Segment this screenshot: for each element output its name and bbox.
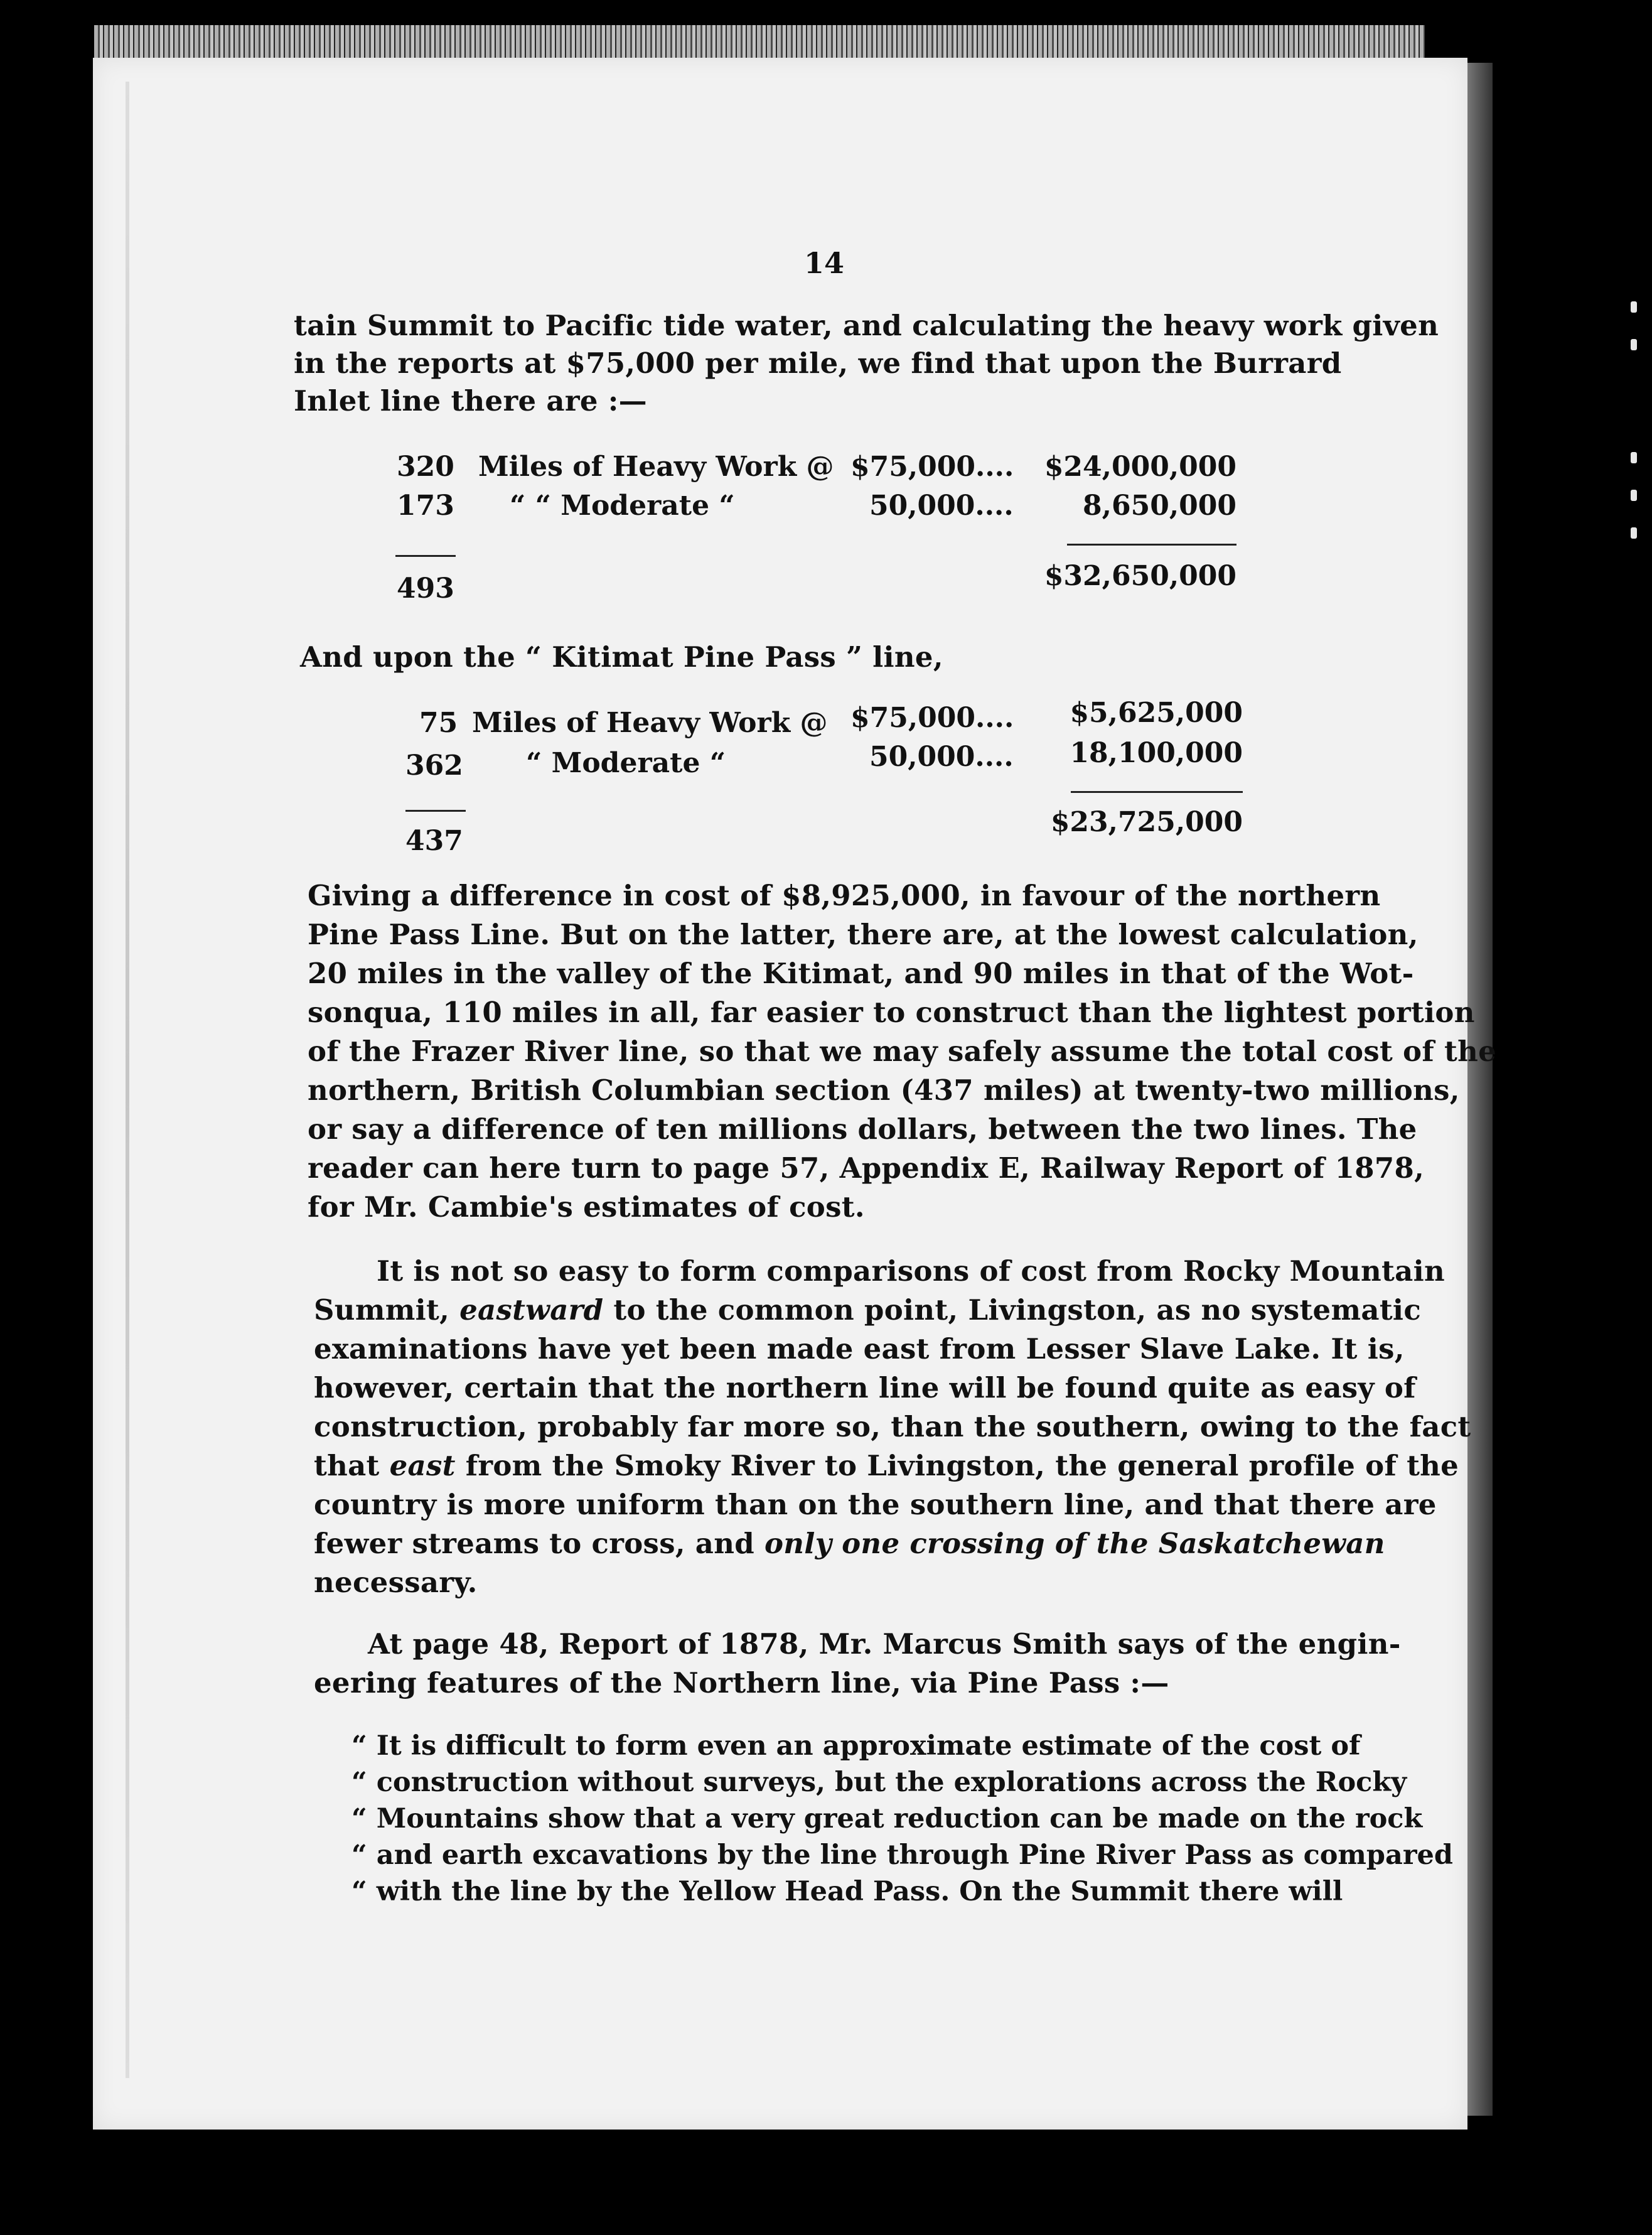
kitimat-sum-total: $23,725,000 <box>1050 806 1243 838</box>
burrard-total-sum-rule <box>1067 544 1236 546</box>
para1-line-2: Pine Pass Line. But on the latter, there are, at the lowest calculation, <box>308 918 1419 951</box>
burrard-row-1-total: $24,000,000 <box>1044 451 1236 483</box>
para2-line-6-italic: east <box>389 1449 456 1482</box>
para2-line-8-pre: fewer streams to cross, and <box>314 1527 764 1560</box>
page-gutter-shadow <box>1467 63 1493 2116</box>
edge-mark <box>1631 452 1637 463</box>
burrard-miles-sum-rule <box>395 555 456 557</box>
para2-line-3: examinations have yet been made east from Lesser Slave Lake. It is, <box>314 1332 1405 1365</box>
edge-mark <box>1631 301 1637 313</box>
para2-line-2-post: to the common point, Livingston, as no systematic <box>603 1293 1422 1327</box>
para2-line-1: It is not so easy to form comparisons of cost from Rocky Mountain <box>377 1254 1446 1288</box>
page-left-edge <box>126 82 129 2078</box>
burrard-row-2-label: “ “ Moderate “ <box>510 490 735 522</box>
para3-line-2: eering features of the Northern line, via Pine Pass :— <box>314 1666 1169 1699</box>
burrard-row-2-miles: 173 <box>397 490 454 522</box>
scan-border-right <box>1493 58 1652 2130</box>
kitimat-row-2-miles: 362 <box>405 750 463 782</box>
edge-mark <box>1631 490 1637 501</box>
para2-line-8-italic: only one crossing of the Saskatchewan <box>764 1527 1385 1560</box>
kitimat-row-1-miles: 75 <box>419 707 458 739</box>
edge-mark <box>1631 527 1637 539</box>
kitimat-miles-sum-rule <box>405 810 466 812</box>
para2-line-5: construction, probably far more so, than the southern, owing to the fact <box>314 1410 1471 1443</box>
kitimat-row-2-rate: 50,000.... <box>869 741 1014 773</box>
kitimat-intro: And upon the “ Kitimat Pine Pass ” line, <box>300 640 943 674</box>
para1-line-5: of the Frazer River line, so that we may safely assume the total cost of the <box>308 1035 1497 1068</box>
burrard-row-2-total: 8,650,000 <box>1083 490 1236 522</box>
quote-line-2: “ construction without surveys, but the explorations across the Rocky <box>351 1767 1407 1798</box>
para1-line-3: 20 miles in the valley of the Kitimat, and 90 miles in that of the Wot- <box>308 957 1414 990</box>
para1-line-8: reader can here turn to page 57, Appendix E, Railway Report of 1878, <box>308 1151 1425 1185</box>
burrard-sum-miles: 493 <box>397 573 454 605</box>
burrard-row-1-label: Miles of Heavy Work @ <box>478 451 834 483</box>
quote-line-3: “ Mountains show that a very great reduction can be made on the rock <box>351 1803 1423 1834</box>
para1-line-4: sonqua, 110 miles in all, far easier to construct than the lightest portion <box>308 996 1475 1029</box>
burrard-row-1-miles: 320 <box>397 451 454 483</box>
burrard-row-1-rate: $75,000.... <box>850 451 1014 483</box>
para2-line-2 <box>314 1293 1421 1327</box>
quote-line-1: “ It is difficult to form even an approximate estimate of the cost of <box>351 1730 1361 1762</box>
kitimat-row-2-label: “ Moderate “ <box>526 747 726 779</box>
para2-line-7: country is more uniform than on the southern line, and that there are <box>314 1488 1437 1521</box>
intro-line-2: in the reports at $75,000 per mile, we find that upon the Burrard <box>294 347 1342 380</box>
para1-line-1: Giving a difference in cost of $8,925,000, in favour of the northern <box>308 879 1381 912</box>
intro-line-3: Inlet line there are :— <box>294 384 647 417</box>
para2-line-9: necessary. <box>314 1566 478 1599</box>
para2-line-8 <box>314 1527 1385 1560</box>
quote-line-5: “ with the line by the Yellow Head Pass. On the Summit there will <box>351 1876 1343 1907</box>
para1-line-7: or say a difference of ten millions dollars, between the two lines. The <box>308 1112 1417 1146</box>
kitimat-row-2-total: 18,100,000 <box>1070 737 1243 769</box>
para2-line-6 <box>314 1449 1459 1482</box>
page-number: 14 <box>804 246 845 280</box>
kitimat-row-1-total: $5,625,000 <box>1070 697 1243 729</box>
para2-line-2-italic: eastward <box>459 1293 604 1327</box>
para2-line-6-pre: that <box>314 1449 390 1482</box>
para2-line-2-pre: Summit, <box>314 1293 460 1327</box>
edge-mark <box>1631 339 1637 350</box>
burrard-row-2-rate: 50,000.... <box>869 490 1014 522</box>
kitimat-row-1-rate: $75,000.... <box>850 702 1014 734</box>
kitimat-row-1-label: Miles of Heavy Work @ <box>472 707 828 739</box>
burrard-sum-total: $32,650,000 <box>1044 560 1236 592</box>
quote-line-4: “ and earth excavations by the line through Pine River Pass as compared <box>351 1839 1453 1871</box>
book-top-edge <box>94 25 1425 60</box>
para1-line-9: for Mr. Cambie's estimates of cost. <box>308 1190 865 1224</box>
para1-line-6: northern, British Columbian section (437 miles) at twenty-two millions, <box>308 1074 1460 1107</box>
para3-line-1: At page 48, Report of 1878, Mr. Marcus Smith says of the engin- <box>368 1627 1401 1661</box>
para2-line-4: however, certain that the northern line will be found quite as easy of <box>314 1371 1416 1404</box>
kitimat-total-sum-rule <box>1071 791 1243 793</box>
kitimat-sum-miles: 437 <box>405 825 463 857</box>
intro-line-1: tain Summit to Pacific tide water, and calculating the heavy work given <box>294 309 1439 342</box>
para2-line-6-post: from the Smoky River to Livingston, the general profile of the <box>455 1449 1459 1482</box>
